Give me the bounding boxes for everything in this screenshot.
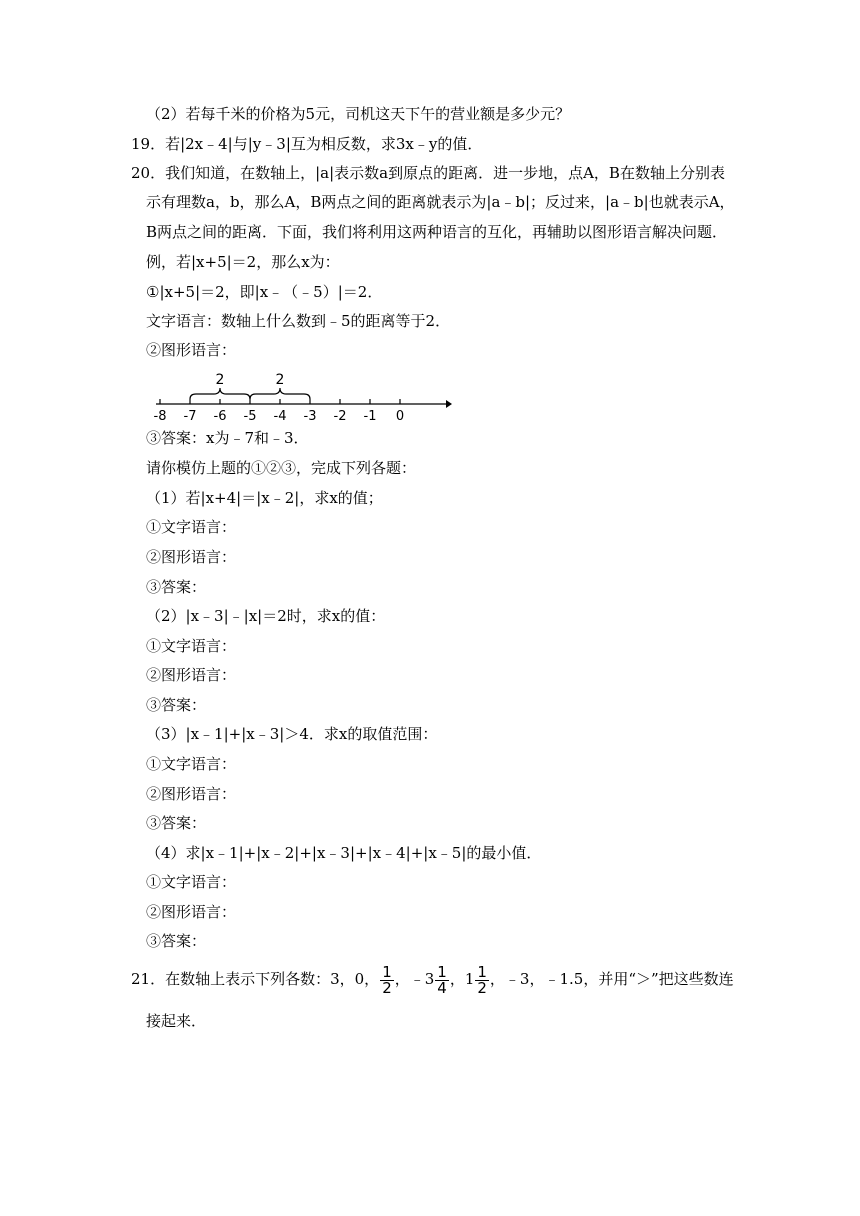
tick-label: -6 [213,409,227,424]
tick-label: -4 [273,409,287,424]
sub3-text-language: ①文字语言： [146,755,237,773]
fraction-denominator: 2 [477,978,487,997]
sub2-graph-language: ②图形语言： [146,666,237,684]
question-21-line2: 接起来． [146,1012,207,1030]
fraction-one-half [380,962,394,997]
question-21-line1 [131,962,734,996]
example-answer: ③答案：x为﹣7和﹣3． [146,429,309,447]
sub1-answer: ③答案： [146,578,207,596]
number-line-diagram [146,366,456,424]
sub2-answer: ③答案： [146,696,207,714]
tick-label: 0 [395,409,405,424]
tick-label: -8 [153,409,167,424]
subquestion-1: （1）若|x+4|＝|x﹣2|，求x的值； [146,489,383,507]
question-20-intro-line1: 20．我们知道，在数轴上，|a|表示数a到原点的距离．进一步地，点A，B在数轴上分别表 [131,164,725,182]
q21-suffix: ，﹣3，﹣1.5，并用“＞”把这些数连 [489,970,734,988]
instruction: 请你模仿上题的①②③，完成下列各题： [146,459,417,477]
q21-prefix: 21．在数轴上表示下列各数：3，0， [131,970,380,988]
question-20-intro-line3: B两点之间的距离．下面，我们将利用这两种语言的互化，再辅助以图形语言解决问题． [146,223,728,241]
brace-label-left: 2 [215,372,225,388]
fraction-numerator: 1 [437,962,447,981]
tick-label: -2 [333,409,347,424]
q21-separator: ，﹣3 [394,970,435,988]
q21-separator: ，1 [449,970,475,988]
sub3-answer: ③答案： [146,814,207,832]
brace-left [190,388,250,399]
fraction-denominator: 2 [382,978,392,997]
brace-right [250,388,310,399]
sub4-text-language: ①文字语言： [146,873,237,891]
sub4-answer: ③答案： [146,932,207,950]
question-19: 19．若|2x﹣4|与|y﹣3|互为相反数，求3x﹣y的值． [131,135,483,153]
subquestion-3: （3）|x﹣1|+|x﹣3|＞4．求x的取值范围： [146,725,438,743]
example-step-2: ②图形语言： [146,341,237,359]
sub4-graph-language: ②图形语言： [146,903,237,921]
sub1-graph-language: ②图形语言： [146,548,237,566]
subquestion-4: （4）求|x﹣1|+|x﹣2|+|x﹣3|+|x﹣4|+|x﹣5|的最小值． [146,844,542,862]
fraction-one-half [475,962,489,997]
example-text-language: 文字语言：数轴上什么数到﹣5的距离等于2． [146,312,451,330]
tick-label: -7 [183,409,197,424]
question-18-part-2: （2）若每千米的价格为5元，司机这天下午的营业额是多少元？ [146,105,571,123]
tick-label: -1 [363,409,377,424]
fraction-one-quarter [435,962,449,997]
brace-label-right: 2 [275,372,285,388]
arrow-right-icon [446,400,452,408]
question-20-intro-line2: 示有理数a，b，那么A，B两点之间的距离就表示为|a﹣b|；反过来，|a﹣b|也就表示A， [146,193,735,211]
fraction-numerator: 1 [477,962,487,981]
example-step-1: ①|x+5|＝2，即|x﹣（﹣5）|＝2． [146,283,383,301]
fraction-denominator: 4 [437,978,447,997]
sub2-text-language: ①文字语言： [146,637,237,655]
tick-label: -3 [303,409,317,424]
fraction-numerator: 1 [382,962,392,981]
sub1-text-language: ①文字语言： [146,518,237,536]
sub3-graph-language: ②图形语言： [146,785,237,803]
tick-label: -5 [243,409,257,424]
example-statement: 例，若|x+5|＝2，那么x为： [146,253,340,271]
subquestion-2: （2）|x﹣3|﹣|x|＝2时，求x的值： [146,607,386,625]
